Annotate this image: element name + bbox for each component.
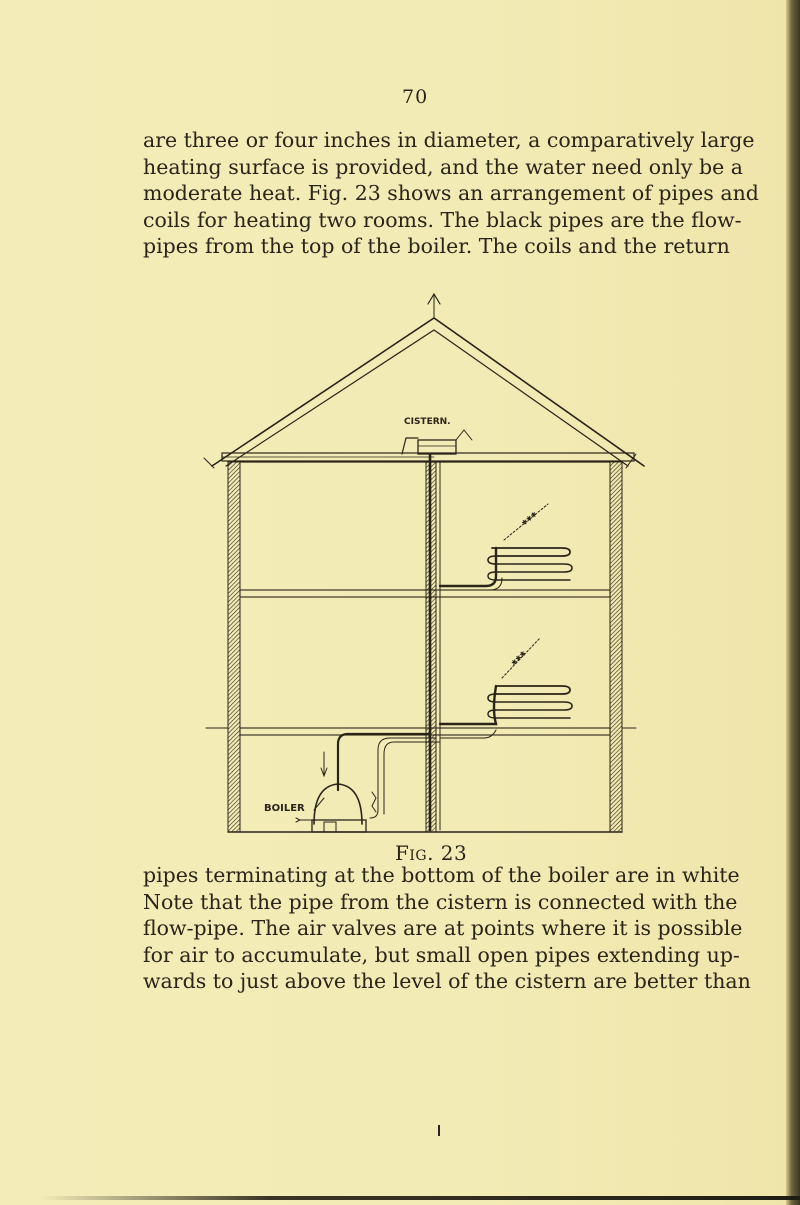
stray-mark — [438, 1125, 440, 1136]
roof — [204, 294, 644, 468]
text-line: are three or four inches in diameter, a comparatively large — [143, 128, 755, 152]
cistern — [402, 430, 472, 454]
walls — [228, 462, 622, 832]
text-line: wards to just above the level of the cistern are better than — [143, 969, 751, 993]
lower-coil — [440, 638, 572, 724]
page-edge-shadow — [786, 0, 800, 1205]
text-line: coils for heating two rooms. The black pipes are the flow- — [143, 207, 742, 232]
page-number: 70 — [402, 86, 429, 108]
svg-text:✱✱✱: ✱✱✱ — [520, 510, 539, 528]
text-line: flow-pipe. The air valves are at points where it is possible — [143, 916, 743, 940]
svg-text:✱✱✱: ✱✱✱ — [509, 649, 528, 668]
house-heating-diagram — [196, 290, 646, 850]
text-line: moderate heat. Fig. 23 shows an arrangement of pipes and — [143, 181, 759, 205]
text-line: pipes from the top of the boiler. The coils and the return — [143, 234, 730, 258]
boiler-label: BOILER — [264, 803, 305, 814]
cistern-label: CISTERN. — [404, 417, 451, 427]
page-bottom-edge — [40, 1196, 800, 1200]
floors — [206, 590, 636, 735]
paragraph-bottom — [143, 862, 751, 995]
text-line: for air to accumulate, but small open pipes extending up- — [143, 942, 740, 967]
text-line: pipes terminating at the bottom of the boiler are in white — [143, 863, 740, 887]
paragraph-top — [143, 127, 759, 260]
boiler — [296, 784, 366, 832]
text-line: heating surface is provided, and the water need only be a — [143, 154, 743, 179]
upper-coil — [440, 504, 572, 590]
text-line: Note that the pipe from the cistern is connected with the — [143, 889, 738, 914]
figure-caption: Fig. 23 — [395, 841, 468, 865]
ground-floor-pipes — [321, 730, 496, 818]
